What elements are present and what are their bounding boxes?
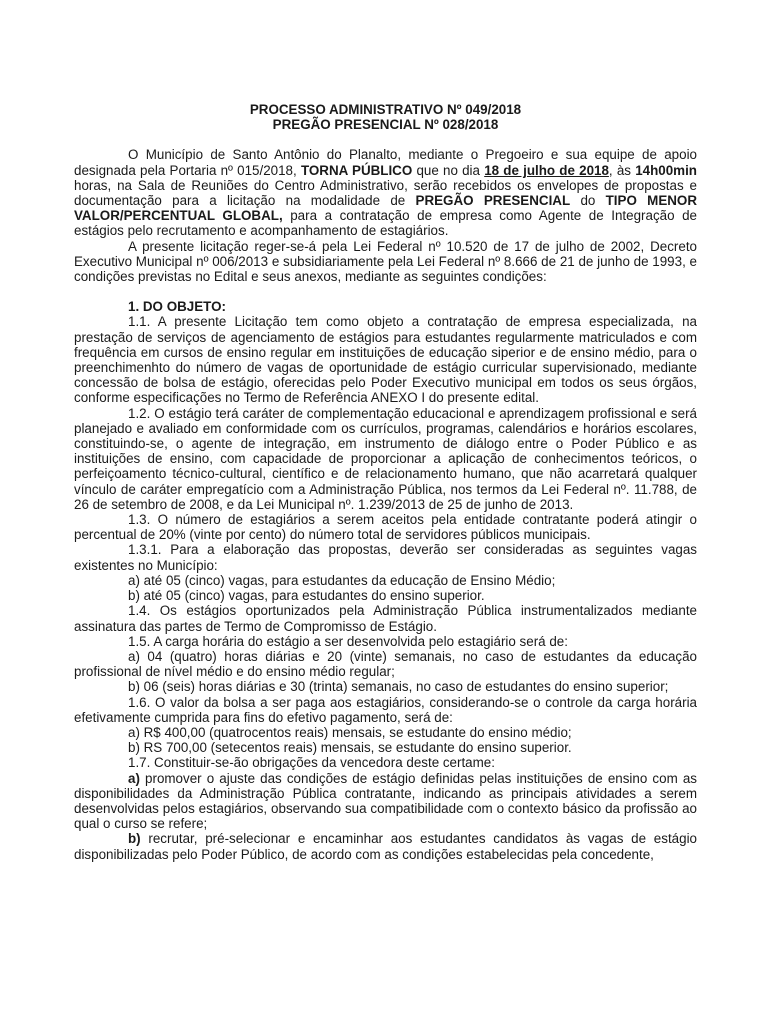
clause-1-6: 1.6. O valor da bolsa a ser paga aos estagiários, considerando-se o controle da carga horária efetivamente cumprida para fins do efetivo pagamento, será de:	[74, 694, 697, 725]
intro-text-a: O Município de Santo Antônio do Planalto, mediante o Pregoeiro e sua equipe de apoio designada pela Portaria nº 015/2018,	[74, 147, 697, 178]
clause-1-7: 1.7. Constituir-se-ão obrigações da vencedora deste certame:	[128, 755, 495, 771]
intro-text-k: para a contratação de empresa como Agente de Integração de estágios pelo recrutamento e acompanhamento de estagiários.	[74, 208, 697, 239]
intro-time: 14h00min	[635, 162, 697, 178]
legal-basis-paragraph: A presente licitação reger-se-á pela Lei Federal nº 10.520 de 17 de julho de 2002, Decreto Executivo Municipal nº 006/2013 e subsidiariamente pela Lei Federal nº 8.666 de 21 de junho de 1993, e condições previstas no Edital e seus anexos, mediante as seguintes condições:	[74, 238, 697, 285]
clause-1-3: 1.3. O número de estagiários a serem aceitos pela entidade contratante poderá atingir o percentual de 20% (vinte por cento) do número total de servidores públicos municipais.	[74, 512, 697, 543]
clause-1-3-1: 1.3.1. Para a elaboração das propostas, deverão ser consideradas as seguintes vagas existentes no Município:	[74, 542, 697, 573]
process-number-heading: PROCESSO ADMINISTRATIVO Nº 049/2018	[249, 102, 522, 117]
intro-bold-torna-publico: TORNA PÚBLICO	[300, 162, 413, 178]
clause-1-5: 1.5. A carga horária do estágio a ser desenvolvida pelo estagiário será de:	[128, 633, 568, 649]
clause-1-7-a	[74, 771, 697, 832]
document-page	[74, 102, 697, 862]
clause-1-3-1-b: b) até 05 (cinco) vagas, para estudantes do ensino superior.	[128, 588, 485, 604]
intro-date: 18 de julho de 2018	[484, 162, 609, 178]
auction-number-heading: PREGÃO PRESENCIAL Nº 028/2018	[272, 117, 499, 133]
clause-1-3-1-a: a) até 05 (cinco) vagas, para estudantes da educação de Ensino Médio;	[128, 572, 556, 588]
clause-1-4: 1.4. Os estágios oportunizados pela Administração Pública instrumentalizados mediante assinatura das partes de Termo de Compromisso de Estágio.	[74, 603, 697, 634]
clause-1-7-a-label: a)	[128, 770, 140, 786]
intro-modality: PREGÃO PRESENCIAL	[415, 193, 571, 209]
intro-text-c: que no dia	[412, 162, 485, 178]
clause-1-7-a-text: promover o ajuste das condições de estágio definidas pelas instituições de ensino com as disponibilidades da Administração Pública contratante, indicando as principais atividades a serem desenvolvidas pelos estagiários, observando sua compatibilidade com o contexto básico da profissão ao qual o curso se refere;	[74, 770, 697, 832]
clause-1-5-a: a) 04 (quatro) horas diárias e 20 (vinte) semanais, no caso de estudantes da educação profissional de nível médio e do ensino médio regular;	[74, 648, 697, 680]
clause-1-7-b-label: b)	[128, 831, 141, 847]
clause-1-7-b	[74, 831, 697, 861]
section-title-objeto: 1. DO OBJETO:	[128, 299, 226, 315]
clause-1-5-b: b) 06 (seis) horas diárias e 30 (trinta) semanais, no caso de estudantes do ensino superior;	[128, 679, 669, 695]
intro-paragraph	[74, 147, 697, 238]
intro-text-e: , às	[608, 162, 636, 178]
clause-1-6-a: a) R$ 400,00 (quatrocentos reais) mensais, se estudante do ensino médio;	[128, 724, 572, 740]
intro-type: TIPO MENOR VALOR/PERCENTUAL GLOBAL,	[74, 193, 698, 224]
clause-1-6-b: b) RS 700,00 (setecentos reais) mensais, se estudante do ensino superior.	[128, 740, 572, 756]
clause-1-1: 1.1. A presente Licitação tem como objeto a contratação de empresa especializada, na prestação de serviços de agenciamento de estágios para estudantes regularmente matriculados e com frequência em cursos de ensino regular em instituições de educação siperior e de ensino médio, para o preenchimenhto do número de vagas de oportunidade de estágio curricular supervisionado, mediante concessão de bolsa de estágio, oferecidas pelo Poder Executivo municipal em todos os seus órgãos, conforme especificações no Termo de Referência ANEXO I do presente edital.	[74, 314, 697, 406]
intro-text-i: do	[570, 193, 606, 209]
intro-text-g: horas, na Sala de Reuniões do Centro Administrativo, serão recebidos os envelopes de propostas e documentação para a licitação na modalidade de	[74, 177, 697, 209]
clause-1-2: 1.2. O estágio terá caráter de complementação educacional e aprendizagem profissional e será planejado e avaliado em conformidade com os currículos, programas, calendários e horários escolares, constituindo-se, o agente de integração, em instrumento de diálogo entre o Poder Público e as instituições de ensino, com capacidade de proporcionar a aplicação de conhecimentos teóricos, o perfeiçoamento técnico-cultural, científico e de relacionamento humano, que não acarretará qualquer vínculo de caráter empregatício com a Administração Pública, nos termos da Lei Federal nº. 11.788, de 26 de setembro de 2008, e da Lei Municipal nº. 1.239/2013 de 25 de junho de 2013.	[74, 405, 697, 512]
clause-1-7-b-text: recrutar, pré-selecionar e encaminhar aos estudantes candidatos às vagas de estágio disponibilizadas pelo Poder Público, de acordo com as condições estabelecidas pela concedente,	[74, 831, 697, 862]
